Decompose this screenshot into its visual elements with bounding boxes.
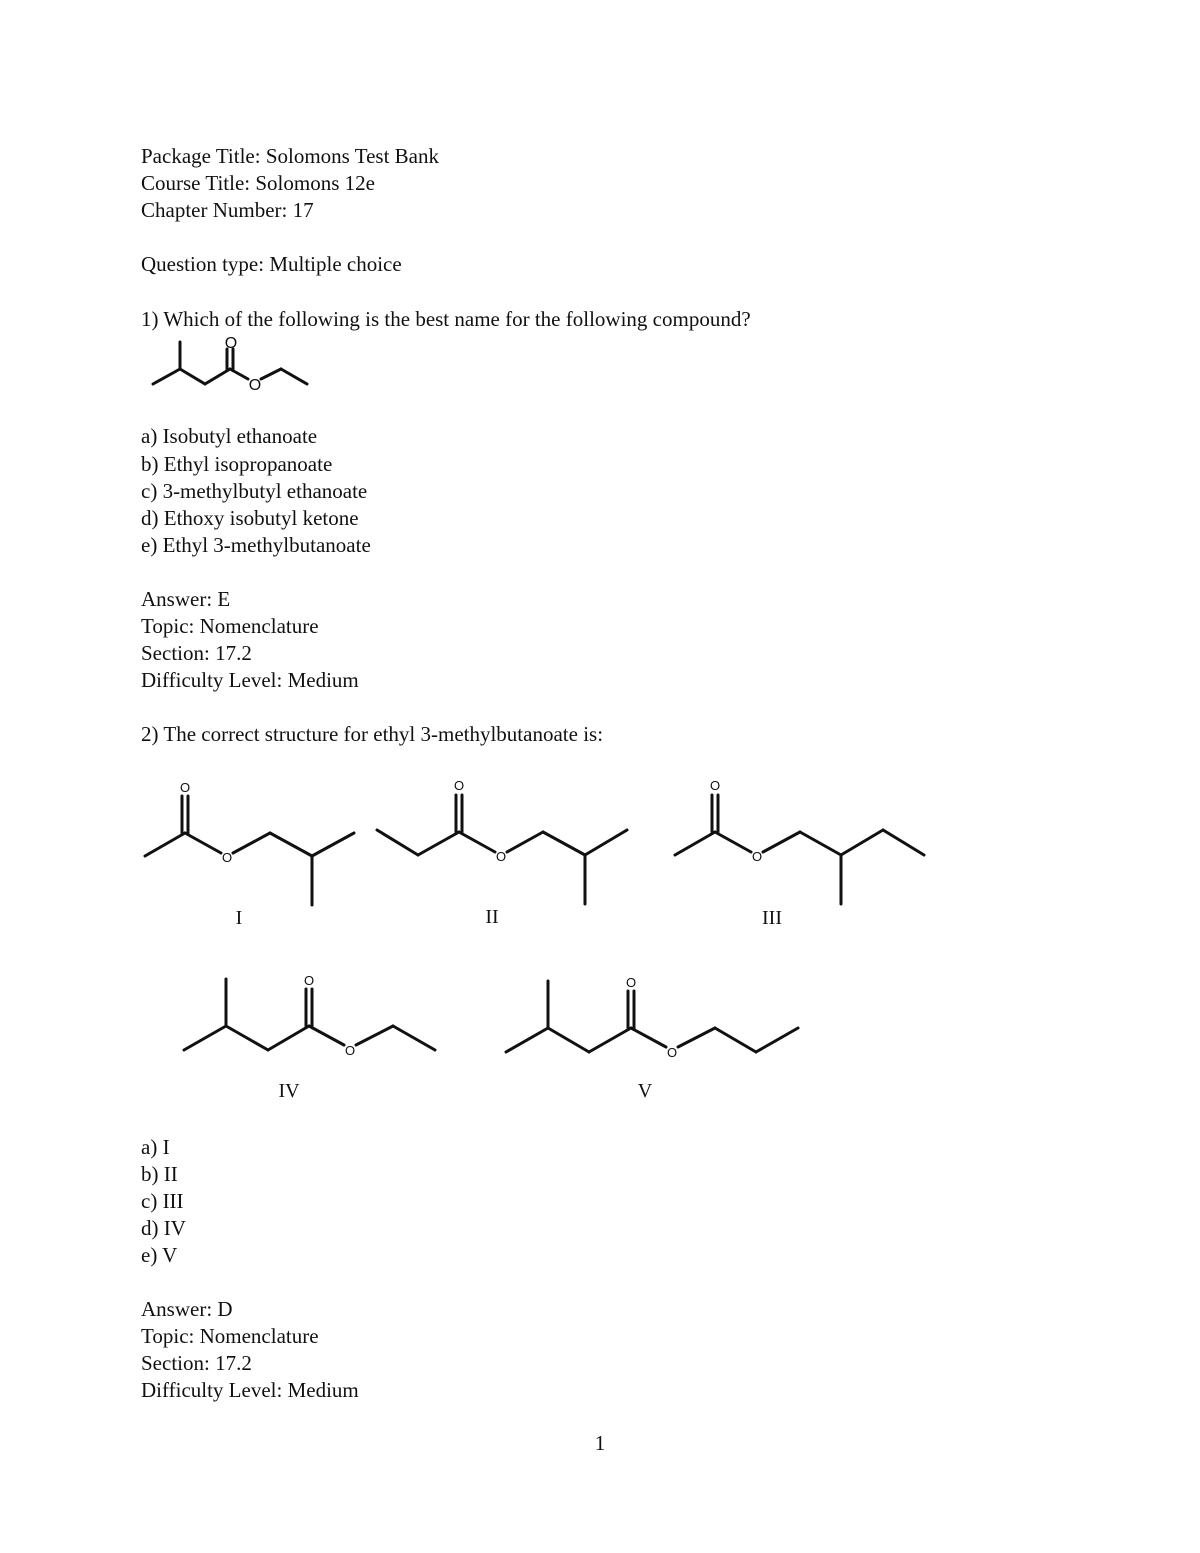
question-1-prompt: 1) Which of the following is the best name for the following compound?: [141, 307, 751, 331]
oxygen-atom-label: O: [248, 377, 262, 394]
question-1-section: Section: 17.2: [141, 641, 252, 665]
oxygen-atom-label: O: [221, 850, 233, 865]
oxygen-atom-label: O: [344, 1043, 356, 1058]
structure-label-ii: II: [485, 906, 499, 928]
question-2-answer: Answer: D: [141, 1297, 233, 1321]
structure-label-iv: IV: [278, 1080, 300, 1102]
question-1-option-e: e) Ethyl 3-methylbutanoate: [141, 533, 371, 557]
oxygen-atom-label: O: [224, 335, 238, 352]
oxygen-atom-label: O: [625, 975, 637, 990]
question-1-topic: Topic: Nomenclature: [141, 614, 319, 638]
question-type: Question type: Multiple choice: [141, 252, 402, 276]
structure-label-iii: III: [762, 907, 782, 929]
chapter-number: Chapter Number: 17: [141, 198, 314, 222]
question-1-answer: Answer: E: [141, 587, 231, 611]
question-1-option-b: b) Ethyl isopropanoate: [141, 452, 333, 476]
question-2-topic: Topic: Nomenclature: [141, 1324, 319, 1348]
oxygen-atom-label: O: [453, 778, 465, 793]
question-2-option-b: b) II: [141, 1162, 178, 1186]
question-2-option-e: e) V: [141, 1243, 178, 1267]
oxygen-atom-label: O: [666, 1045, 678, 1060]
question-2-option-a: a) I: [141, 1135, 170, 1159]
oxygen-atom-label: O: [495, 849, 507, 864]
course-title: Course Title: Solomons 12e: [141, 171, 375, 195]
page-number: 1: [594, 1431, 606, 1455]
question-2-difficulty: Difficulty Level: Medium: [141, 1378, 359, 1402]
question-2-option-c: c) III: [141, 1189, 184, 1213]
oxygen-atom-label: O: [751, 849, 763, 864]
oxygen-atom-label: O: [709, 778, 721, 793]
structure-label-v: V: [637, 1080, 653, 1102]
question-2-prompt: 2) The correct structure for ethyl 3-methylbutanoate is:: [141, 722, 604, 746]
structure-label-i: I: [235, 907, 243, 929]
question-1-option-a: a) Isobutyl ethanoate: [141, 424, 318, 448]
question-1-difficulty: Difficulty Level: Medium: [141, 668, 359, 692]
question-1-option-d: d) Ethoxy isobutyl ketone: [141, 506, 359, 530]
question-1-option-c: c) 3-methylbutyl ethanoate: [141, 479, 368, 503]
question-2-option-d: d) IV: [141, 1216, 186, 1240]
package-title: Package Title: Solomons Test Bank: [141, 144, 439, 168]
oxygen-atom-label: O: [303, 973, 315, 988]
question-2-section: Section: 17.2: [141, 1351, 252, 1375]
oxygen-atom-label: O: [179, 780, 191, 795]
